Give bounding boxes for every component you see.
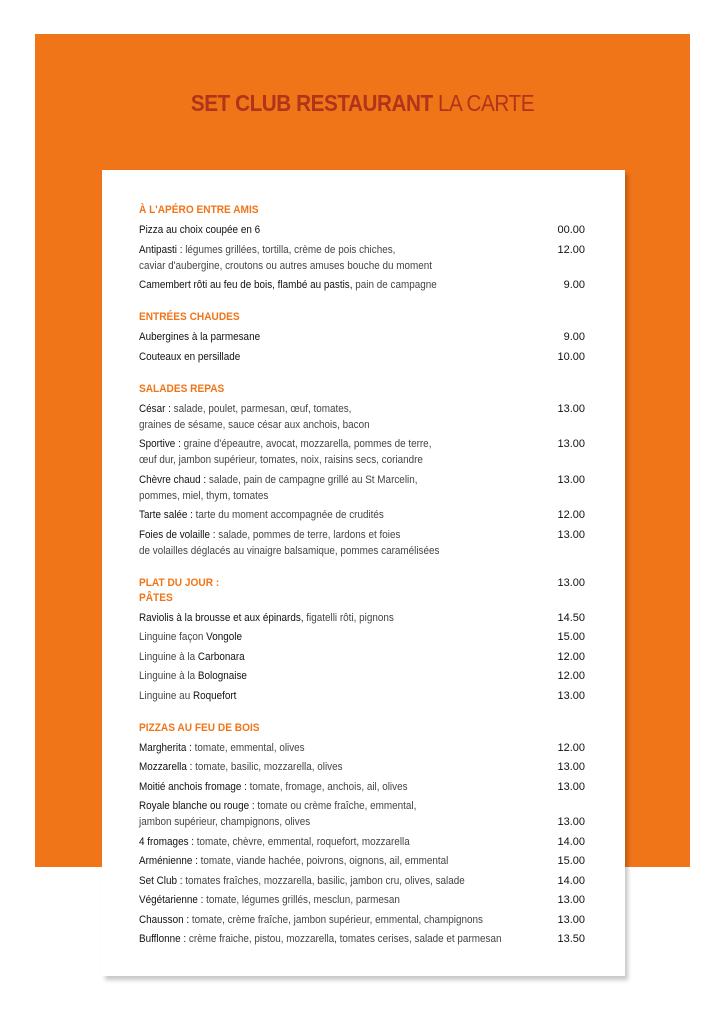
menu-item [139, 401, 585, 433]
menu-item-description: salade, poulet, parmesan, œuf, tomates, [170, 402, 352, 415]
menu-item-price: 13.00 [557, 894, 585, 906]
menu-item [139, 649, 585, 665]
menu-item-price: 13.00 [557, 402, 585, 415]
menu-item-text [139, 329, 495, 345]
menu-sections-second [139, 591, 585, 948]
menu-item-text [139, 912, 495, 928]
menu-item-price: 13.00 [557, 438, 585, 450]
menu-item [139, 740, 585, 756]
menu-item-name: 4 fromages : [139, 835, 195, 848]
plat-du-jour-price: 13.00 [557, 576, 585, 589]
menu-item-text [139, 349, 495, 365]
menu-item-description: figatelli rôti, pignons [303, 611, 394, 624]
menu-section [139, 382, 585, 559]
menu-item-description: salade, pain de campagne grillé au St Marcelin, [206, 473, 418, 486]
menu-item-description: tomate, crème fraîche, jambon supérieur, emmental, champignons [189, 913, 483, 926]
menu-item-price: 14.00 [557, 874, 585, 887]
menu-item-text [139, 507, 495, 523]
menu-item-description: tomate, fromage, anchois, ail, olives [246, 780, 408, 793]
menu-item [139, 349, 585, 365]
menu-item-name: Mozzarella : [139, 761, 193, 773]
menu-item-name: Carbonara [197, 650, 245, 663]
menu-item-price: 13.00 [557, 816, 585, 828]
menu-item-text [139, 873, 495, 889]
menu-item [139, 629, 585, 645]
menu-item-price: 14.00 [557, 835, 585, 848]
section-title: SALADES REPAS [139, 382, 225, 395]
menu-item-name: César : [139, 402, 171, 415]
menu-content [139, 203, 585, 951]
menu-item-description: tomate ou crème fraîche, emmental, [254, 800, 417, 812]
page-title-bold: SET CLUB RESTAURANT [190, 90, 433, 116]
menu-item-description: tomates fraîches, mozzarella, basilic, jambon cru, olives, salade [182, 874, 465, 887]
menu-item-prefix: Linguine à la [139, 650, 198, 663]
menu-item-price: 15.00 [557, 855, 585, 867]
menu-item [139, 853, 585, 869]
section-title: PIZZAS AU FEU DE BOIS [139, 721, 260, 734]
menu-item-price: 12.00 [557, 243, 585, 256]
menu-item-description: légumes grillées, tortilla, crème de pois chiches, [182, 243, 396, 256]
menu-item-price: 15.00 [557, 631, 585, 643]
menu-item-description-line2: de volailles déglacés au vinaigre balsamique, pommes caramélisées [139, 544, 440, 557]
menu-item-text [139, 629, 495, 645]
menu-item [139, 472, 585, 504]
menu-item-name: Bolognaise [197, 670, 247, 682]
menu-item-description: tomate, viande hachée, poivrons, oignons, ail, emmental [197, 855, 449, 867]
menu-item-name: Chèvre chaud : [139, 473, 207, 486]
menu-item-description: tomate, légumes grillés, mesclun, parmesan [203, 894, 400, 906]
menu-item-name: Bufflonne : [139, 933, 187, 945]
menu-item-price: 12.00 [557, 670, 585, 682]
menu-item [139, 688, 585, 704]
menu-item-name: Camembert rôti au feu de bois, flambé au pastis, [139, 279, 353, 291]
section-title: ENTRÉES CHAUDES [139, 311, 240, 323]
menu-item [139, 798, 585, 830]
menu-item-name: Couteaux en persillade [139, 350, 241, 363]
menu-item-text [139, 277, 495, 293]
menu-item-price: 13.00 [557, 761, 585, 773]
menu-item-price: 10.00 [557, 350, 585, 363]
menu-item-text [139, 688, 495, 704]
menu-item-name: Foies de volaille : [139, 528, 216, 541]
menu-item-text [139, 610, 495, 626]
menu-item [139, 436, 585, 468]
menu-item-text [139, 527, 495, 559]
menu-item-text [139, 740, 495, 756]
menu-item-price: 13.00 [557, 528, 585, 541]
menu-item [139, 277, 585, 293]
menu-item-name: Royale blanche ou rouge : [139, 800, 255, 812]
menu-item-price: 13.00 [557, 473, 585, 486]
menu-item-text [139, 798, 495, 830]
menu-item-text [139, 759, 495, 775]
menu-item-description: pain de campagne [352, 279, 437, 291]
menu-section [139, 591, 585, 704]
menu-item-name: Sportive : [139, 438, 181, 450]
menu-item-name: Margherita : [139, 741, 192, 754]
menu-item-name: Chausson : [139, 913, 190, 926]
menu-item-description: salade, pommes de terre, lardons et foies [215, 528, 401, 541]
menu-item [139, 873, 585, 889]
menu-item-name: Arménienne : [139, 855, 198, 867]
menu-item [139, 527, 585, 559]
menu-item-name: Aubergines à la parmesane [139, 331, 261, 343]
menu-item-price: 13.00 [557, 913, 585, 926]
menu-section [139, 203, 585, 293]
plat-du-jour-row [139, 576, 585, 591]
menu-item [139, 759, 585, 775]
menu-item [139, 931, 585, 947]
menu-item-name: Pizza au choix coupée en 6 [139, 224, 261, 236]
section-title: PÂTES [139, 591, 173, 604]
menu-item-description: tomate, chèvre, emmental, roquefort, mozzarella [194, 835, 410, 848]
menu-item-text [139, 892, 495, 908]
menu-item-name: Tarte salée : [139, 509, 193, 521]
menu-item [139, 329, 585, 345]
menu-item-name: Moitié anchois fromage : [139, 780, 247, 793]
menu-item-prefix: Linguine façon [139, 631, 207, 643]
menu-item-description: tomate, emmental, olives [191, 741, 305, 754]
menu-item-name: Végétarienne : [139, 894, 204, 906]
menu-item-description: tomate, basilic, mozzarella, olives [192, 761, 343, 773]
menu-item-name: Raviolis à la brousse et aux épinards, [139, 611, 304, 624]
menu-item-text [139, 401, 495, 433]
menu-item [139, 242, 585, 274]
menu-item-name: Antipasti : [139, 243, 183, 256]
menu-section [139, 721, 585, 948]
menu-item-name: Vongole [206, 631, 242, 643]
section-title: À L'APÉRO ENTRE AMIS [139, 204, 259, 216]
menu-item-text [139, 853, 495, 869]
menu-item-text [139, 436, 495, 468]
menu-section [139, 310, 585, 365]
menu-item-description: tarte du moment accompagnée de crudités [192, 509, 384, 521]
menu-item-text [139, 649, 495, 665]
menu-item [139, 912, 585, 928]
menu-item-text [139, 931, 502, 947]
menu-item-text [139, 668, 495, 684]
menu-item-price: 13.00 [557, 689, 585, 702]
menu-item-price: 14.50 [557, 611, 585, 624]
menu-item [139, 222, 585, 238]
menu-item-price: 12.00 [557, 741, 585, 754]
menu-item-description-line2: graines de sésame, sauce césar aux anchois, bacon [139, 418, 370, 431]
menu-item [139, 892, 585, 908]
menu-item-price: 13.50 [557, 933, 585, 945]
menu-item-description-line2: jambon supérieur, champignons, olives [139, 816, 311, 828]
menu-sections-first [139, 203, 585, 559]
menu-item-price: 13.00 [557, 780, 585, 793]
menu-item-prefix: Linguine au [139, 689, 193, 702]
menu-item-price: 9.00 [563, 279, 585, 291]
menu-item-description-line2: caviar d'aubergine, croutons ou autres amuses bouche du moment [139, 259, 433, 272]
menu-item-name: Set Club : [139, 874, 183, 887]
menu-item-prefix: Linguine à la [139, 670, 198, 682]
menu-item-text [139, 472, 495, 504]
menu-item-price: 12.00 [557, 650, 585, 663]
menu-item-price: 00.00 [557, 224, 585, 236]
menu-item [139, 834, 585, 850]
menu-item-description-line2: pommes, miel, thym, tomates [139, 489, 269, 502]
menu-card [102, 170, 625, 976]
menu-item-price: 12.00 [557, 509, 585, 521]
menu-item-name: Roquefort [192, 689, 237, 702]
menu-item [139, 610, 585, 626]
menu-item-text [139, 222, 495, 238]
menu-item [139, 507, 585, 523]
menu-item-text [139, 834, 495, 850]
page-title-light: LA CARTE [437, 90, 535, 116]
menu-item-description: crème fraiche, pistou, mozzarella, tomates cerises, salade et parmesan [186, 933, 502, 945]
menu-item [139, 779, 585, 795]
plat-du-jour-label: PLAT DU JOUR : [139, 576, 220, 589]
page-title [36, 90, 689, 117]
menu-item-text [139, 242, 495, 274]
menu-item-description: graine d'épeautre, avocat, mozzarella, pommes de terre, [180, 438, 432, 450]
menu-item-text [139, 779, 495, 795]
menu-item-description-line2: œuf dur, jambon supérieur, tomates, noix, raisins secs, coriandre [139, 454, 423, 466]
menu-item [139, 668, 585, 684]
menu-item-price: 9.00 [563, 331, 585, 343]
